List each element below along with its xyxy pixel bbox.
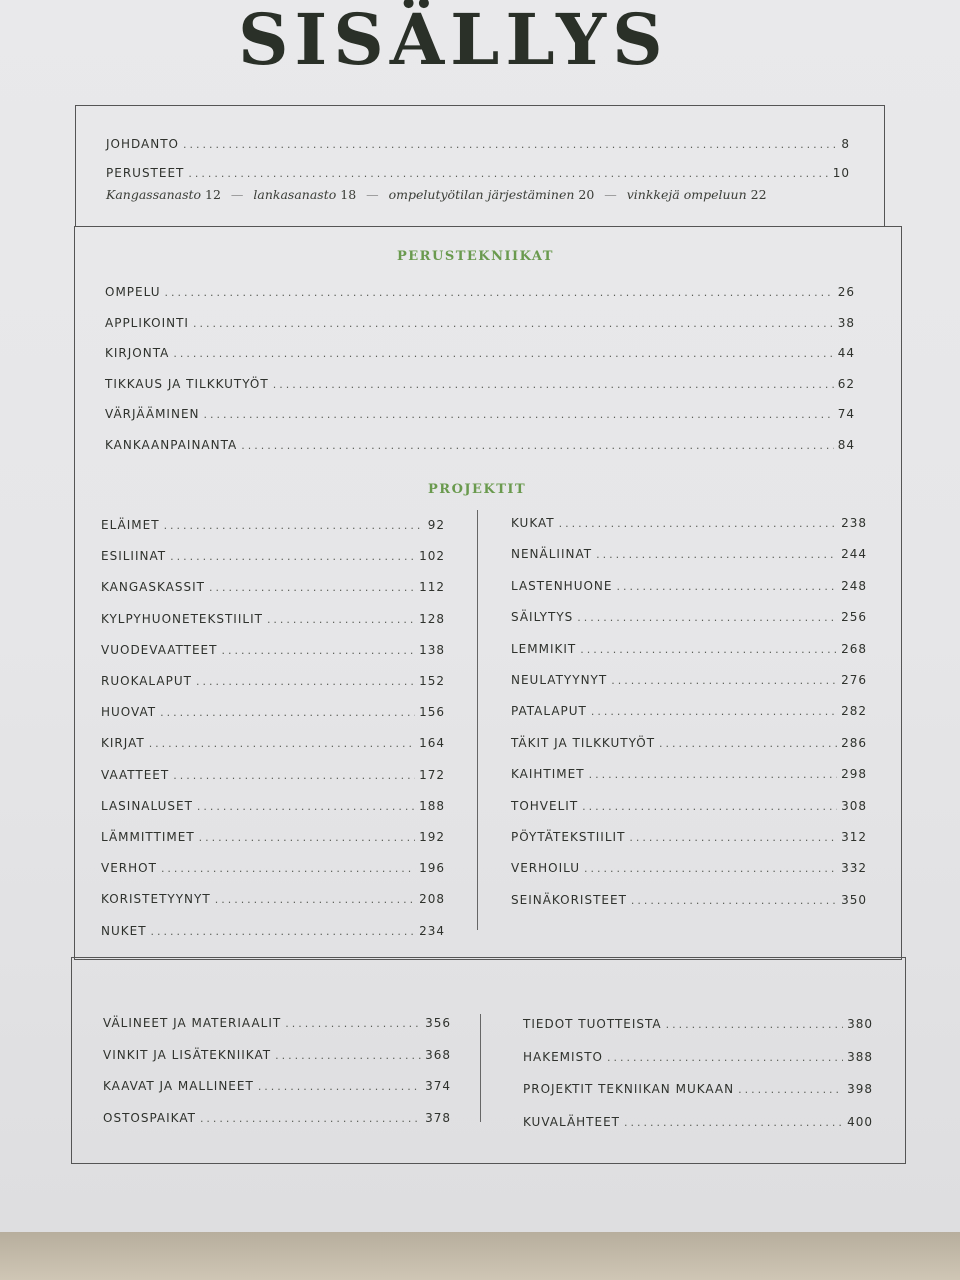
toc-page: 374	[425, 1079, 451, 1093]
toc-page: 380	[847, 1017, 873, 1031]
toc-entry	[511, 861, 867, 875]
toc-entry	[523, 1017, 873, 1031]
leader-dots	[149, 737, 415, 750]
subtopic-line: Kangassanasto 12 — lankasanasto 18 — ompelutyötilan järjestäminen 20 — vinkkejä ompeluun 22	[106, 187, 767, 202]
subtopic-page: 20	[578, 187, 595, 202]
toc-label: TÄKIT JA TILKKUTYÖT	[511, 735, 656, 750]
toc-page: 298	[841, 767, 867, 782]
toc-entry	[511, 893, 867, 907]
leader-dots	[629, 831, 837, 844]
toc-entry	[103, 1111, 451, 1125]
section-heading-techniques: PERUSTEKNIIKAT	[397, 249, 554, 264]
toc-label: VERHOILU	[511, 861, 581, 876]
subtopic-page: 18	[340, 187, 357, 202]
toc-entry	[105, 316, 855, 330]
toc-entry	[511, 547, 867, 561]
toc-label: LEMMIKIT	[511, 641, 577, 656]
leader-dots	[161, 862, 415, 875]
toc-label: KYLPYHUONETEKSTIILIT	[101, 611, 263, 626]
toc-label: SÄILYTYS	[511, 610, 574, 625]
toc-entry	[511, 642, 867, 656]
subtopic-label: vinkkejä ompeluun	[626, 187, 747, 202]
toc-entry	[105, 346, 855, 360]
leader-dots	[241, 439, 834, 452]
leader-dots	[624, 1116, 843, 1129]
toc-label: KANGASKASSIT	[101, 580, 205, 595]
leader-dots	[611, 674, 837, 687]
leader-dots	[199, 831, 415, 844]
toc-entry	[101, 830, 445, 844]
toc-page: 138	[419, 642, 445, 657]
toc-page: 282	[841, 704, 867, 719]
toc-page: 74	[837, 407, 855, 422]
page-title: SISÄLLYS	[238, 0, 669, 81]
toc-entry	[101, 580, 445, 594]
toc-entry	[511, 767, 867, 781]
leader-dots	[164, 519, 424, 532]
toc-entry	[101, 518, 445, 532]
leader-dots	[173, 769, 415, 782]
toc-entry	[511, 704, 867, 718]
toc-label: OMPELU	[105, 285, 161, 299]
leader-dots	[209, 581, 415, 594]
leader-dots	[183, 138, 837, 151]
toc-label: VERHOT	[101, 861, 157, 876]
toc-entry	[105, 438, 855, 452]
subtopic-page: 12	[205, 187, 221, 202]
leader-dots	[151, 925, 416, 938]
toc-page: 10	[832, 166, 850, 180]
toc-label: KANKAANPAINANTA	[105, 438, 238, 452]
toc-label: PÖYTÄTEKSTIILIT	[511, 830, 626, 844]
leader-dots	[221, 644, 415, 657]
toc-entry	[103, 1016, 451, 1030]
toc-page: 308	[841, 798, 867, 813]
toc-entry	[101, 799, 445, 813]
toc-entry	[523, 1082, 873, 1096]
toc-entry	[101, 924, 445, 938]
toc-page: 268	[841, 641, 867, 656]
toc-label: PATALAPUT	[511, 704, 587, 719]
toc-entry	[101, 643, 445, 657]
subtopic-label: lankasanasto	[253, 187, 337, 202]
table-surface	[0, 1232, 960, 1280]
subtopic-page: 22	[750, 187, 767, 202]
toc-entry	[511, 673, 867, 687]
toc-entry	[101, 892, 445, 906]
toc-page: 248	[841, 578, 867, 593]
toc-page: 208	[419, 892, 445, 907]
toc-label: VÄRJÄÄMINEN	[105, 407, 200, 422]
leader-dots	[160, 706, 415, 719]
toc-page: 312	[841, 830, 867, 844]
leader-dots	[258, 1080, 421, 1093]
leader-dots	[204, 408, 834, 421]
toc-label: JOHDANTO	[106, 137, 179, 151]
toc-label: VINKIT JA LISÄTEKNIIKAT	[103, 1047, 272, 1062]
toc-entry	[101, 612, 445, 626]
toc-label: KAIHTIMET	[511, 767, 585, 782]
toc-entry	[511, 736, 867, 750]
toc-entry	[101, 736, 445, 750]
toc-page: 92	[427, 518, 445, 532]
toc-entry	[523, 1115, 873, 1129]
toc-page: 172	[419, 767, 445, 782]
leader-dots	[666, 1018, 843, 1031]
toc-page: 152	[419, 674, 445, 688]
toc-page: 256	[841, 610, 867, 625]
toc-page: 62	[837, 376, 855, 391]
toc-entry-perusteet	[106, 166, 850, 180]
toc-page: 26	[837, 285, 855, 299]
toc-label: PROJEKTIT TEKNIIKAN MUKAAN	[523, 1082, 735, 1096]
toc-entry	[511, 799, 867, 813]
leader-dots	[215, 893, 415, 906]
leader-dots	[584, 862, 837, 875]
column-divider	[480, 1014, 481, 1122]
toc-entry	[103, 1079, 451, 1093]
toc-page: 400	[847, 1114, 873, 1129]
leader-dots	[273, 378, 834, 391]
toc-page: 84	[837, 438, 855, 452]
leader-dots	[267, 613, 415, 626]
toc-label: HUOVAT	[101, 705, 157, 720]
toc-page: 378	[425, 1110, 451, 1125]
toc-label: VUODEVAATTEET	[101, 642, 218, 657]
leader-dots	[197, 800, 415, 813]
toc-entry	[105, 285, 855, 299]
toc-label: ELÄIMET	[101, 518, 160, 532]
leader-dots	[589, 768, 838, 781]
leader-dots	[631, 894, 837, 907]
toc-page: 238	[841, 516, 867, 530]
column-divider	[477, 510, 478, 930]
toc-label: TIKKAUS JA TILKKUTYÖT	[105, 376, 269, 391]
toc-label: NENÄLIINAT	[511, 547, 593, 562]
toc-label: TOHVELIT	[511, 798, 579, 813]
toc-label: NEULATYYNYT	[511, 673, 608, 687]
toc-label: KORISTETYYNYT	[101, 892, 211, 907]
toc-entry	[103, 1048, 451, 1062]
toc-label: APPLIKOINTI	[105, 315, 189, 330]
toc-label: KIRJAT	[101, 736, 145, 751]
leader-dots	[591, 705, 837, 718]
leader-dots	[285, 1017, 421, 1030]
toc-page: 102	[419, 549, 445, 564]
toc-label: NUKET	[101, 923, 147, 938]
subtopic-label: Kangassanasto	[106, 187, 202, 202]
leader-dots	[173, 347, 833, 360]
leader-dots	[193, 317, 834, 330]
toc-entry	[105, 407, 855, 421]
toc-label: LASTENHUONE	[511, 578, 613, 593]
leader-dots	[659, 737, 837, 750]
leader-dots	[617, 580, 838, 593]
toc-page: 44	[837, 346, 855, 361]
toc-entry	[523, 1050, 873, 1064]
toc-entry	[511, 516, 867, 530]
leader-dots	[582, 800, 837, 813]
toc-entry	[511, 610, 867, 624]
leader-dots	[738, 1083, 843, 1096]
toc-label: HAKEMISTO	[523, 1049, 603, 1064]
leader-dots	[559, 517, 837, 530]
toc-label: KIRJONTA	[105, 346, 170, 361]
toc-page: 398	[847, 1082, 873, 1096]
toc-entry	[101, 768, 445, 782]
toc-label: TIEDOT TUOTTEISTA	[523, 1017, 662, 1031]
toc-entry	[101, 705, 445, 719]
toc-page: 234	[419, 923, 445, 938]
leader-dots	[577, 611, 837, 624]
toc-page: 128	[419, 611, 445, 626]
toc-label: KAAVAT JA MALLINEET	[103, 1079, 254, 1093]
toc-label: VÄLINEET JA MATERIAALIT	[103, 1016, 282, 1030]
toc-label: ESILIINAT	[101, 549, 167, 564]
toc-entry	[105, 377, 855, 391]
leader-dots	[170, 550, 415, 563]
toc-page: 388	[847, 1049, 873, 1064]
toc-page: 244	[841, 547, 867, 562]
toc-page: 356	[425, 1016, 451, 1030]
leader-dots	[580, 643, 837, 656]
toc-entry	[101, 861, 445, 875]
leader-dots	[275, 1049, 421, 1062]
toc-page: 286	[841, 735, 867, 750]
toc-page: 38	[837, 315, 855, 330]
toc-entry	[101, 549, 445, 563]
toc-page: 196	[419, 861, 445, 876]
toc-entry	[101, 674, 445, 688]
section-heading-projects: PROJEKTIT	[428, 482, 527, 497]
toc-page: 8	[841, 137, 850, 151]
toc-entry	[511, 579, 867, 593]
toc-label: OSTOSPAIKAT	[103, 1110, 196, 1125]
leader-dots	[200, 1112, 421, 1125]
subtopic-label: ompelutyötilan järjestäminen	[388, 187, 575, 202]
toc-label: VAATTEET	[101, 767, 170, 782]
toc-page: 188	[419, 798, 445, 813]
toc-label: LASINALUSET	[101, 798, 193, 813]
toc-label: LÄMMITTIMET	[101, 830, 195, 844]
toc-page: 332	[841, 861, 867, 876]
toc-page: 350	[841, 892, 867, 907]
toc-label: KUKAT	[511, 516, 555, 530]
leader-dots	[596, 548, 837, 561]
toc-label: SEINÄKORISTEET	[511, 892, 627, 907]
toc-page: 276	[841, 673, 867, 687]
toc-label: PERUSTEET	[106, 166, 185, 180]
toc-page: 164	[419, 736, 445, 751]
leader-dots	[165, 286, 834, 299]
toc-label: KUVALÄHTEET	[523, 1114, 620, 1129]
leader-dots	[196, 675, 415, 688]
leader-dots	[607, 1051, 843, 1064]
toc-page: 156	[419, 705, 445, 720]
toc-page: 112	[419, 580, 445, 595]
toc-entry	[511, 830, 867, 844]
toc-page: 368	[425, 1047, 451, 1062]
toc-label: RUOKALAPUT	[101, 674, 192, 688]
leader-dots	[188, 167, 828, 180]
toc-entry-johdanto	[106, 137, 850, 151]
toc-page: 192	[419, 830, 445, 844]
